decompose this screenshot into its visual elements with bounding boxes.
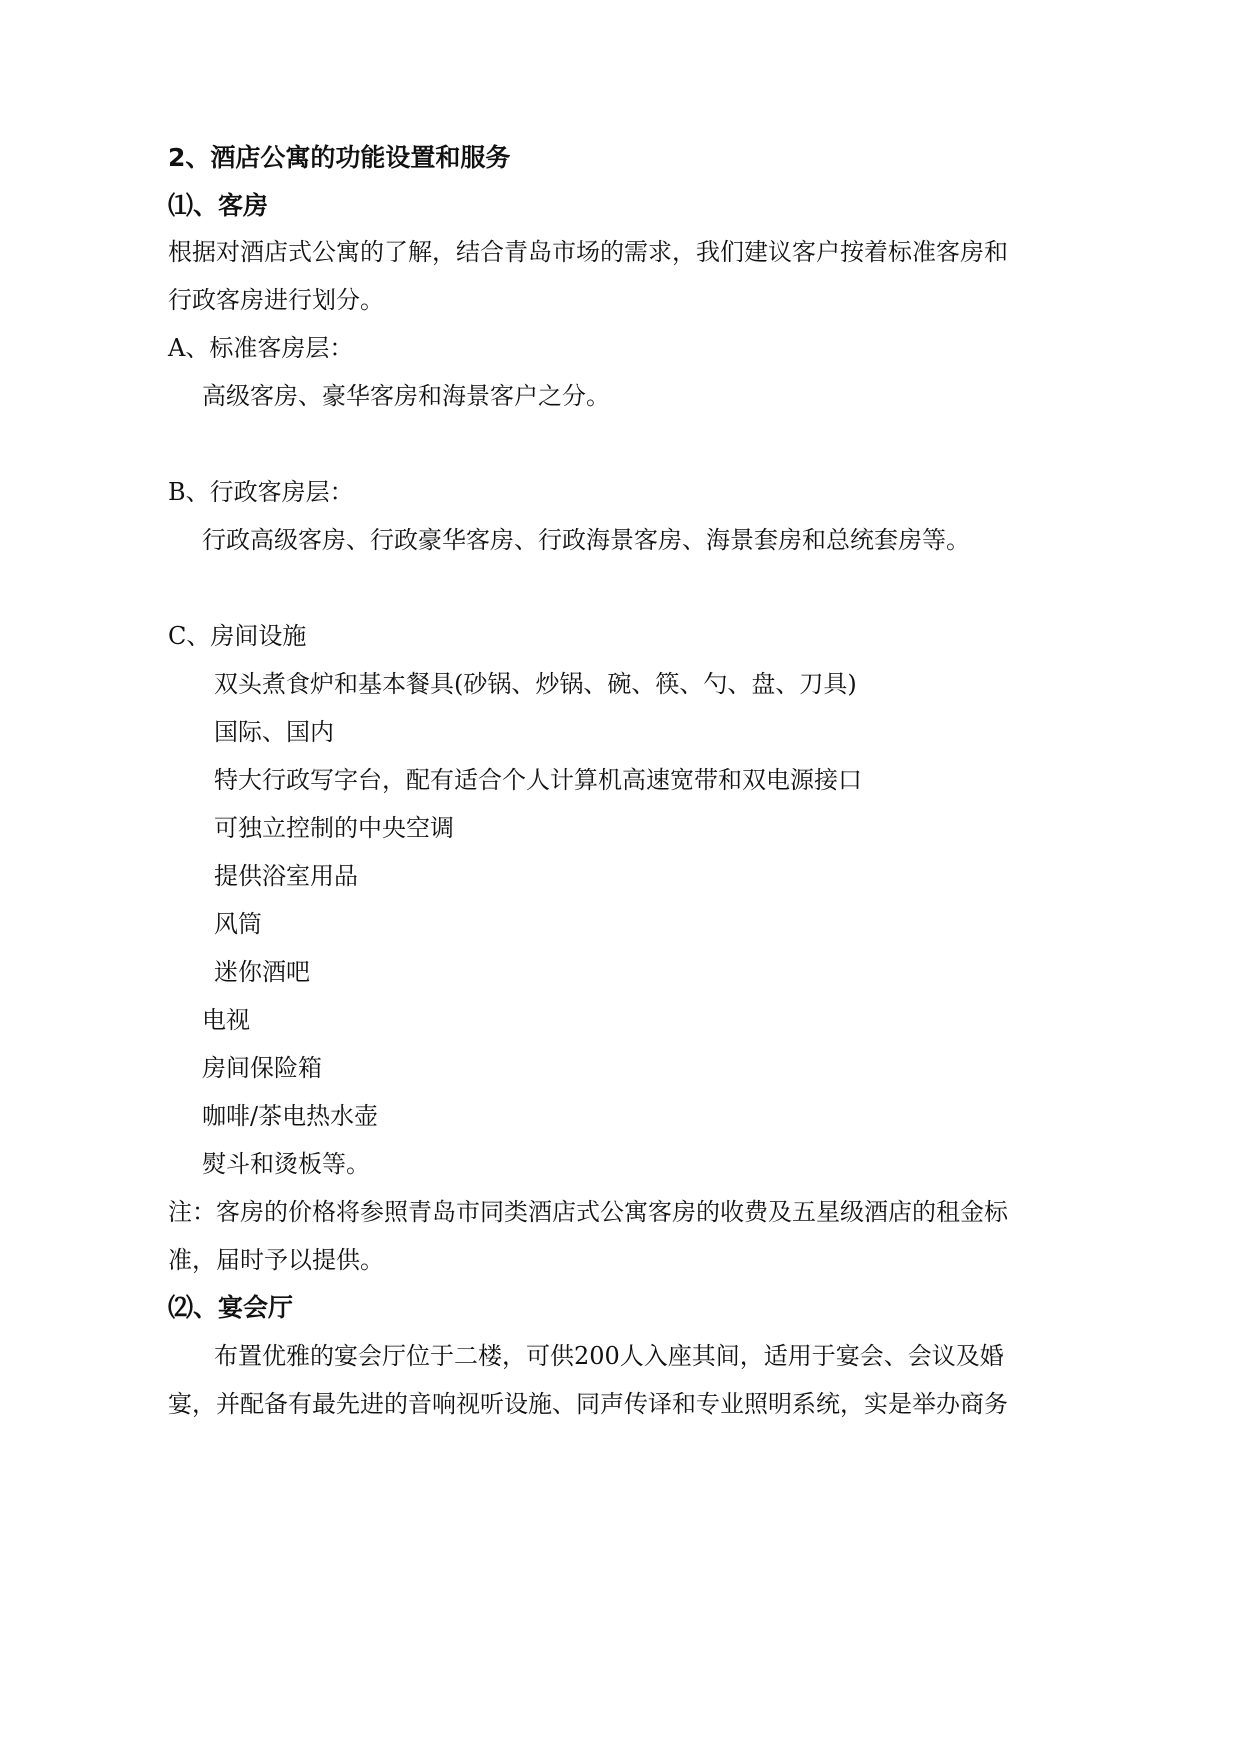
facility-item: 可独立控制的中央空调	[214, 814, 454, 842]
guest-rooms-intro-line-1: 根据对酒店式公寓的了解，结合青岛市场的需求，我们建议客户按着标准客房和	[168, 238, 1008, 266]
facility-item: 特大行政写字台，配有适合个人计算机高速宽带和双电源接口	[214, 766, 862, 794]
facility-item: 咖啡/茶电热水壶	[202, 1102, 379, 1130]
executive-floor-label: B、行政客房层：	[168, 478, 354, 506]
facility-item: 电视	[202, 1006, 250, 1034]
facility-item: 风筒	[214, 910, 262, 938]
banquet-heading: ⑵、宴会厅	[168, 1293, 294, 1322]
facility-item: 房间保险箱	[202, 1054, 322, 1082]
guest-rooms-intro-line-2: 行政客房进行划分。	[168, 286, 384, 314]
room-facilities-label: C、房间设施	[168, 622, 307, 650]
banquet-text-line-2: 宴，并配备有最先进的音响视听设施、同声传译和专业照明系统，实是举办商务	[168, 1390, 1008, 1418]
facility-item: 迷你酒吧	[214, 958, 310, 986]
pricing-note-line-2: 准，届时予以提供。	[168, 1246, 384, 1274]
section-title: 2、酒店公寓的功能设置和服务	[168, 143, 511, 172]
banquet-text-line-1: 布置优雅的宴会厅位于二楼，可供200人入座其间，适用于宴会、会议及婚	[214, 1342, 1004, 1370]
executive-floor-desc: 行政高级客房、行政豪华客房、行政海景客房、海景套房和总统套房等。	[202, 526, 970, 554]
facility-item: 提供浴室用品	[214, 862, 358, 890]
facility-item: 国际、国内	[214, 718, 334, 746]
facility-item: 熨斗和烫板等。	[202, 1150, 370, 1178]
facility-item: 双头煮食炉和基本餐具(砂锅、炒锅、碗、筷、勺、盘、刀具)	[214, 670, 857, 698]
standard-floor-desc: 高级客房、豪华客房和海景客户之分。	[202, 382, 610, 410]
pricing-note-line-1: 注：客房的价格将参照青岛市同类酒店式公寓客房的收费及五星级酒店的租金标	[168, 1198, 1008, 1226]
standard-floor-label: A、标准客房层：	[168, 334, 354, 362]
guest-rooms-heading: ⑴、客房	[168, 191, 269, 220]
